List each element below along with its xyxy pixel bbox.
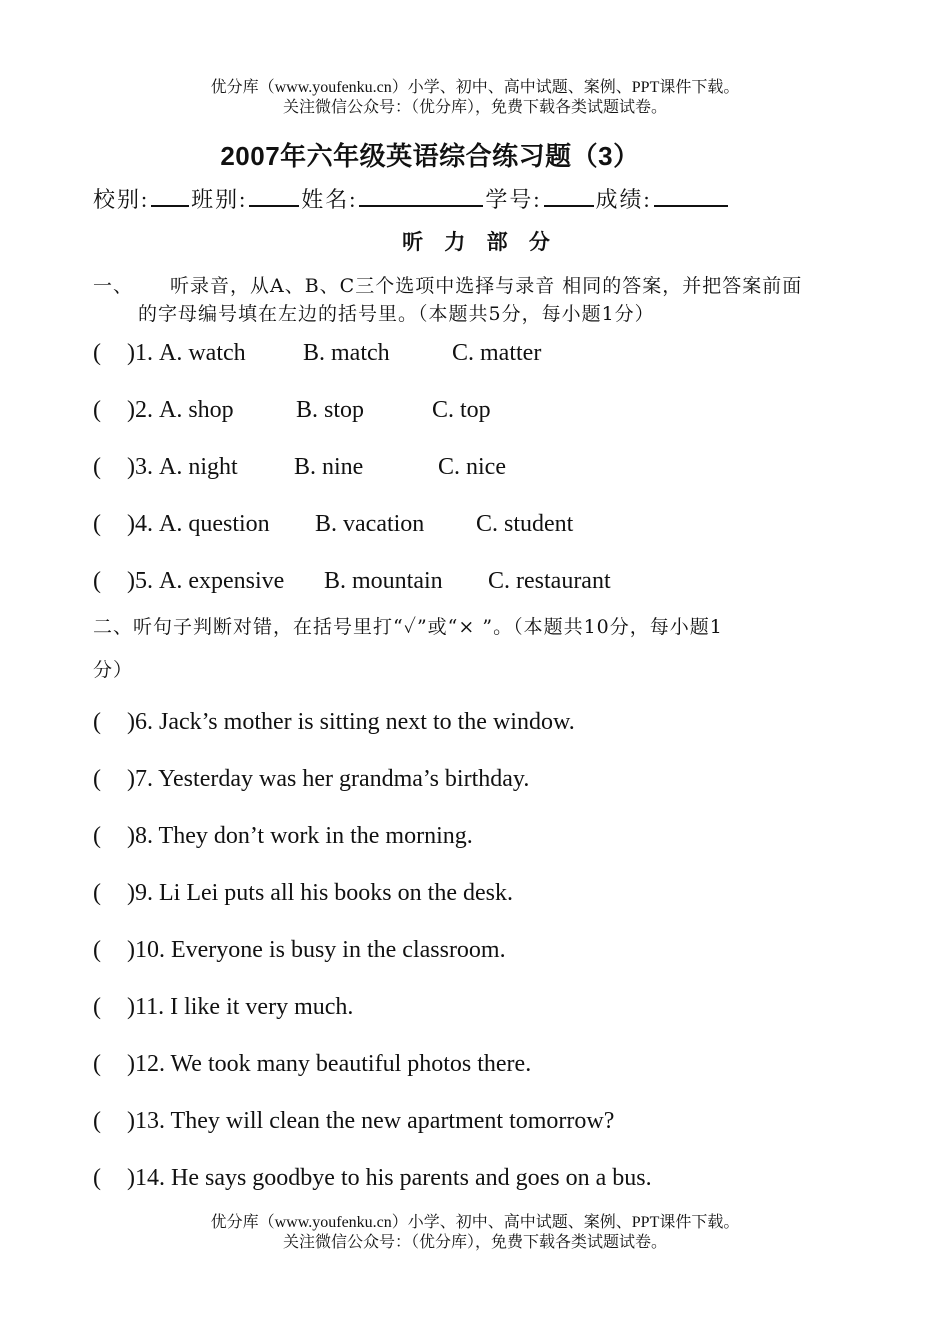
- part2-instruction-line2: 分）: [93, 659, 134, 681]
- question-number: )3.: [127, 454, 153, 480]
- school-label: 校别:: [93, 187, 150, 212]
- option-b: B. match: [303, 340, 390, 366]
- question-number: )5.: [127, 568, 153, 594]
- class-label: 班别:: [191, 187, 248, 212]
- answer-bracket[interactable]: (: [93, 1165, 101, 1191]
- option-b: B. vacation: [315, 511, 425, 537]
- option-b: B. mountain: [324, 568, 443, 594]
- answer-bracket[interactable]: (: [93, 340, 101, 366]
- question-text: )6. Jack’s mother is sitting next to the window.: [127, 709, 575, 735]
- question-6: [93, 709, 575, 736]
- question-3: [93, 454, 793, 484]
- score-label: 成绩:: [595, 187, 652, 212]
- number-blank[interactable]: [544, 185, 594, 207]
- answer-bracket[interactable]: (: [93, 937, 101, 963]
- question-13: [93, 1108, 614, 1135]
- option-c: C. nice: [438, 454, 506, 480]
- question-text: )9. Li Lei puts all his books on the desk.: [127, 880, 513, 906]
- question-text: )13. They will clean the new apartment tomorrow?: [127, 1108, 615, 1134]
- question-text: )8. They don’t work in the morning.: [127, 823, 473, 849]
- part1-instruction-line2: 的字母编号填在左边的括号里。（本题共5分，每小题1分）: [138, 303, 655, 325]
- answer-bracket[interactable]: (: [93, 823, 101, 849]
- question-10: [93, 937, 506, 964]
- question-12: [93, 1051, 531, 1078]
- option-b: B. nine: [294, 454, 364, 480]
- question-2: [93, 397, 793, 427]
- page-title: 2007年六年级英语综合练习题（3）: [220, 141, 640, 171]
- answer-bracket[interactable]: (: [93, 880, 101, 906]
- answer-bracket[interactable]: (: [93, 709, 101, 735]
- answer-bracket[interactable]: (: [93, 994, 101, 1020]
- option-c: C. restaurant: [488, 568, 611, 594]
- question-5: [93, 568, 793, 598]
- answer-bracket[interactable]: (: [93, 397, 101, 423]
- option-a: A. question: [159, 511, 270, 537]
- name-label: 姓名:: [301, 187, 358, 212]
- answer-bracket[interactable]: (: [93, 766, 101, 792]
- question-8: [93, 823, 473, 850]
- question-number: )2.: [127, 397, 153, 423]
- question-4: [93, 511, 793, 541]
- question-number: )4.: [127, 511, 153, 537]
- question-7: [93, 766, 529, 793]
- footer-line-1: 优分库（www.youfenku.cn）小学、初中、高中试题、案例、PPT课件下载。: [210, 1214, 740, 1231]
- header-line-1: 优分库（www.youfenku.cn）小学、初中、高中试题、案例、PPT课件下载。: [210, 79, 740, 96]
- answer-bracket[interactable]: (: [93, 568, 101, 594]
- question-14: [93, 1165, 652, 1192]
- question-9: [93, 880, 513, 907]
- part1-instruction-line1: 听录音，从A、B、C三个选项中选择与录音 相同的答案，并把答案前面: [170, 275, 803, 297]
- option-c: C. student: [476, 511, 574, 537]
- section-title: 听 力 部 分: [402, 230, 558, 254]
- student-info-line: [93, 183, 730, 214]
- class-blank[interactable]: [249, 185, 299, 207]
- question-text: )12. We took many beautiful photos there.: [127, 1051, 532, 1077]
- question-1: [93, 340, 793, 370]
- option-a: A. watch: [159, 340, 246, 366]
- header-line-2: 关注微信公众号：（优分库），免费下载各类试题试卷。: [282, 99, 667, 116]
- part1-number: 一、: [93, 275, 134, 297]
- option-c: C. matter: [452, 340, 542, 366]
- question-text: )7. Yesterday was her grandma’s birthday.: [127, 766, 530, 792]
- question-number: )1.: [127, 340, 153, 366]
- answer-bracket[interactable]: (: [93, 511, 101, 537]
- option-b: B. stop: [296, 397, 365, 423]
- answer-bracket[interactable]: (: [93, 1108, 101, 1134]
- option-a: A. night: [159, 454, 238, 480]
- footer-line-2: 关注微信公众号：（优分库），免费下载各类试题试卷。: [282, 1234, 667, 1251]
- part2-instruction-line1: 二、听句子判断对错，在括号里打“✓”或“× ”。（本题共10分，每小题1: [93, 616, 723, 638]
- option-c: C. top: [432, 397, 491, 423]
- score-blank[interactable]: [654, 185, 728, 207]
- option-a: A. shop: [159, 397, 234, 423]
- question-text: )14. He says goodbye to his parents and goes on a bus.: [127, 1165, 652, 1191]
- question-text: )11. I like it very much.: [127, 994, 354, 1020]
- number-label: 学号:: [485, 187, 542, 212]
- answer-bracket[interactable]: (: [93, 1051, 101, 1077]
- name-blank[interactable]: [359, 185, 483, 207]
- option-a: A. expensive: [159, 568, 285, 594]
- school-blank[interactable]: [151, 185, 189, 207]
- question-11: [93, 994, 353, 1021]
- answer-bracket[interactable]: (: [93, 454, 101, 480]
- question-text: )10. Everyone is busy in the classroom.: [127, 937, 506, 963]
